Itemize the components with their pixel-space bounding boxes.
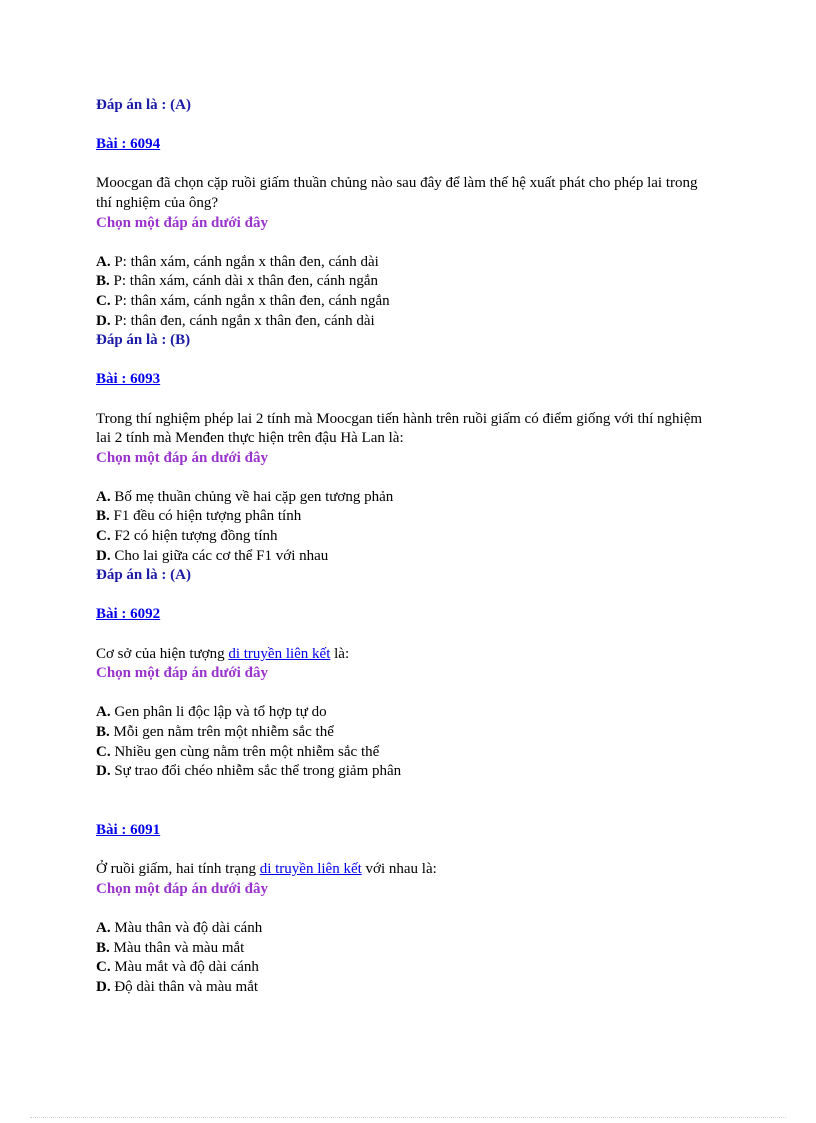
- option-letter: B.: [96, 939, 110, 956]
- option-a[interactable]: [96, 488, 716, 508]
- option-text: Sự trao đổi chéo nhiễm sắc thể trong giảm phân: [110, 763, 402, 780]
- question-text: [96, 860, 716, 880]
- question-title-link[interactable]: Bài : 6094: [96, 136, 161, 153]
- page-bottom-divider: [30, 1117, 786, 1118]
- option-text: P: thân xám, cánh dài x thân đen, cánh ngắn: [109, 273, 379, 290]
- question-block: [96, 821, 716, 997]
- option-a[interactable]: [96, 703, 716, 723]
- choose-answer-label: Chọn một đáp án dưới đây: [96, 449, 268, 466]
- question-block: [96, 135, 716, 351]
- question-text: Moocgan đã chọn cặp ruồi giấm thuần chủng nào sau đây để làm thế hệ xuất phát cho phép lai trong thí nghiệm của ông?: [96, 175, 698, 211]
- option-c[interactable]: [96, 292, 716, 312]
- option-letter: A.: [96, 704, 111, 721]
- choose-answer-label: Chọn một đáp án dưới đây: [96, 214, 268, 231]
- option-text: Độ dài thân và màu mắt: [110, 978, 259, 995]
- question-title-link[interactable]: Bài : 6091: [96, 821, 161, 838]
- option-letter: B.: [96, 724, 110, 740]
- option-c[interactable]: [96, 527, 716, 547]
- option-text: Màu thân và độ dài cánh: [110, 919, 263, 936]
- glossary-link[interactable]: di truyền liên kết: [228, 645, 331, 662]
- option-letter: A.: [96, 253, 111, 270]
- option-letter: D.: [96, 763, 111, 780]
- question-text: [96, 645, 716, 665]
- option-letter: D.: [96, 547, 111, 564]
- question-text-part: Ở ruồi giấm, hai tính trạng: [96, 861, 260, 878]
- option-letter: C.: [96, 959, 111, 976]
- option-letter: C.: [96, 743, 111, 760]
- option-d[interactable]: [96, 762, 716, 782]
- option-letter: A.: [96, 919, 111, 936]
- question-text-part: là:: [330, 645, 350, 662]
- option-letter: B.: [96, 508, 110, 525]
- option-b[interactable]: [96, 507, 716, 527]
- option-text: Gen phân li độc lập và tổ hợp tự do: [110, 704, 327, 721]
- option-text: Nhiều gen cùng nằm trên một nhiễm sắc thể: [110, 743, 380, 760]
- option-text: F2 có hiện tượng đồng tính: [110, 528, 278, 545]
- option-text: Màu mắt và độ dài cánh: [110, 959, 259, 976]
- answer-line: Đáp án là : (A): [96, 97, 192, 113]
- option-b[interactable]: [96, 939, 716, 959]
- question-title-link[interactable]: Bài : 6093: [96, 371, 161, 388]
- question-block: [96, 370, 716, 586]
- choose-answer-label: Chọn một đáp án dưới đây: [96, 880, 268, 897]
- answer-line: Đáp án là : (A): [96, 567, 192, 584]
- document-page: [96, 96, 716, 997]
- choose-answer-label: Chọn một đáp án dưới đây: [96, 665, 268, 682]
- answer-line: Đáp án là : (B): [96, 332, 191, 349]
- option-text: F1 đều có hiện tượng phân tính: [109, 508, 302, 525]
- option-b[interactable]: [96, 272, 716, 292]
- option-text: P: thân xám, cánh ngắn x thân đen, cánh ngắn: [110, 292, 390, 309]
- question-title-link[interactable]: Bài : 6092: [96, 606, 161, 623]
- option-text: Bố mẹ thuần chủng về hai cặp gen tương phản: [110, 488, 394, 505]
- option-letter: D.: [96, 978, 111, 995]
- option-d[interactable]: [96, 312, 716, 332]
- option-a[interactable]: [96, 253, 716, 273]
- question-block: [96, 605, 716, 781]
- option-c[interactable]: [96, 743, 716, 763]
- option-text: P: thân đen, cánh ngắn x thân đen, cánh dài: [110, 312, 375, 329]
- option-letter: B.: [96, 273, 110, 290]
- option-letter: D.: [96, 312, 111, 329]
- option-text: Mỗi gen nằm trên một nhiễm sắc thể: [109, 724, 334, 740]
- option-text: P: thân xám, cánh ngắn x thân đen, cánh dài: [110, 253, 379, 270]
- option-text: Màu thân và màu mắt: [109, 939, 245, 956]
- question-text-part: Cơ sở của hiện tượng: [96, 645, 229, 662]
- option-a[interactable]: [96, 919, 716, 939]
- option-text: Cho lai giữa các cơ thể F1 với nhau: [110, 547, 329, 564]
- option-b[interactable]: [96, 723, 716, 743]
- option-letter: C.: [96, 292, 111, 309]
- option-d[interactable]: [96, 978, 716, 998]
- option-d[interactable]: [96, 547, 716, 567]
- option-letter: A.: [96, 488, 111, 505]
- question-text: Trong thí nghiệm phép lai 2 tính mà Moocgan tiến hành trên ruồi giấm có điểm giống với thí nghiệm lai 2 tính mà Menđen thực hiện trên đậu Hà Lan là:: [96, 410, 703, 447]
- option-letter: C.: [96, 528, 111, 545]
- question-text-part: với nhau là:: [361, 861, 437, 878]
- glossary-link[interactable]: di truyền liên kết: [259, 861, 362, 878]
- option-c[interactable]: [96, 958, 716, 978]
